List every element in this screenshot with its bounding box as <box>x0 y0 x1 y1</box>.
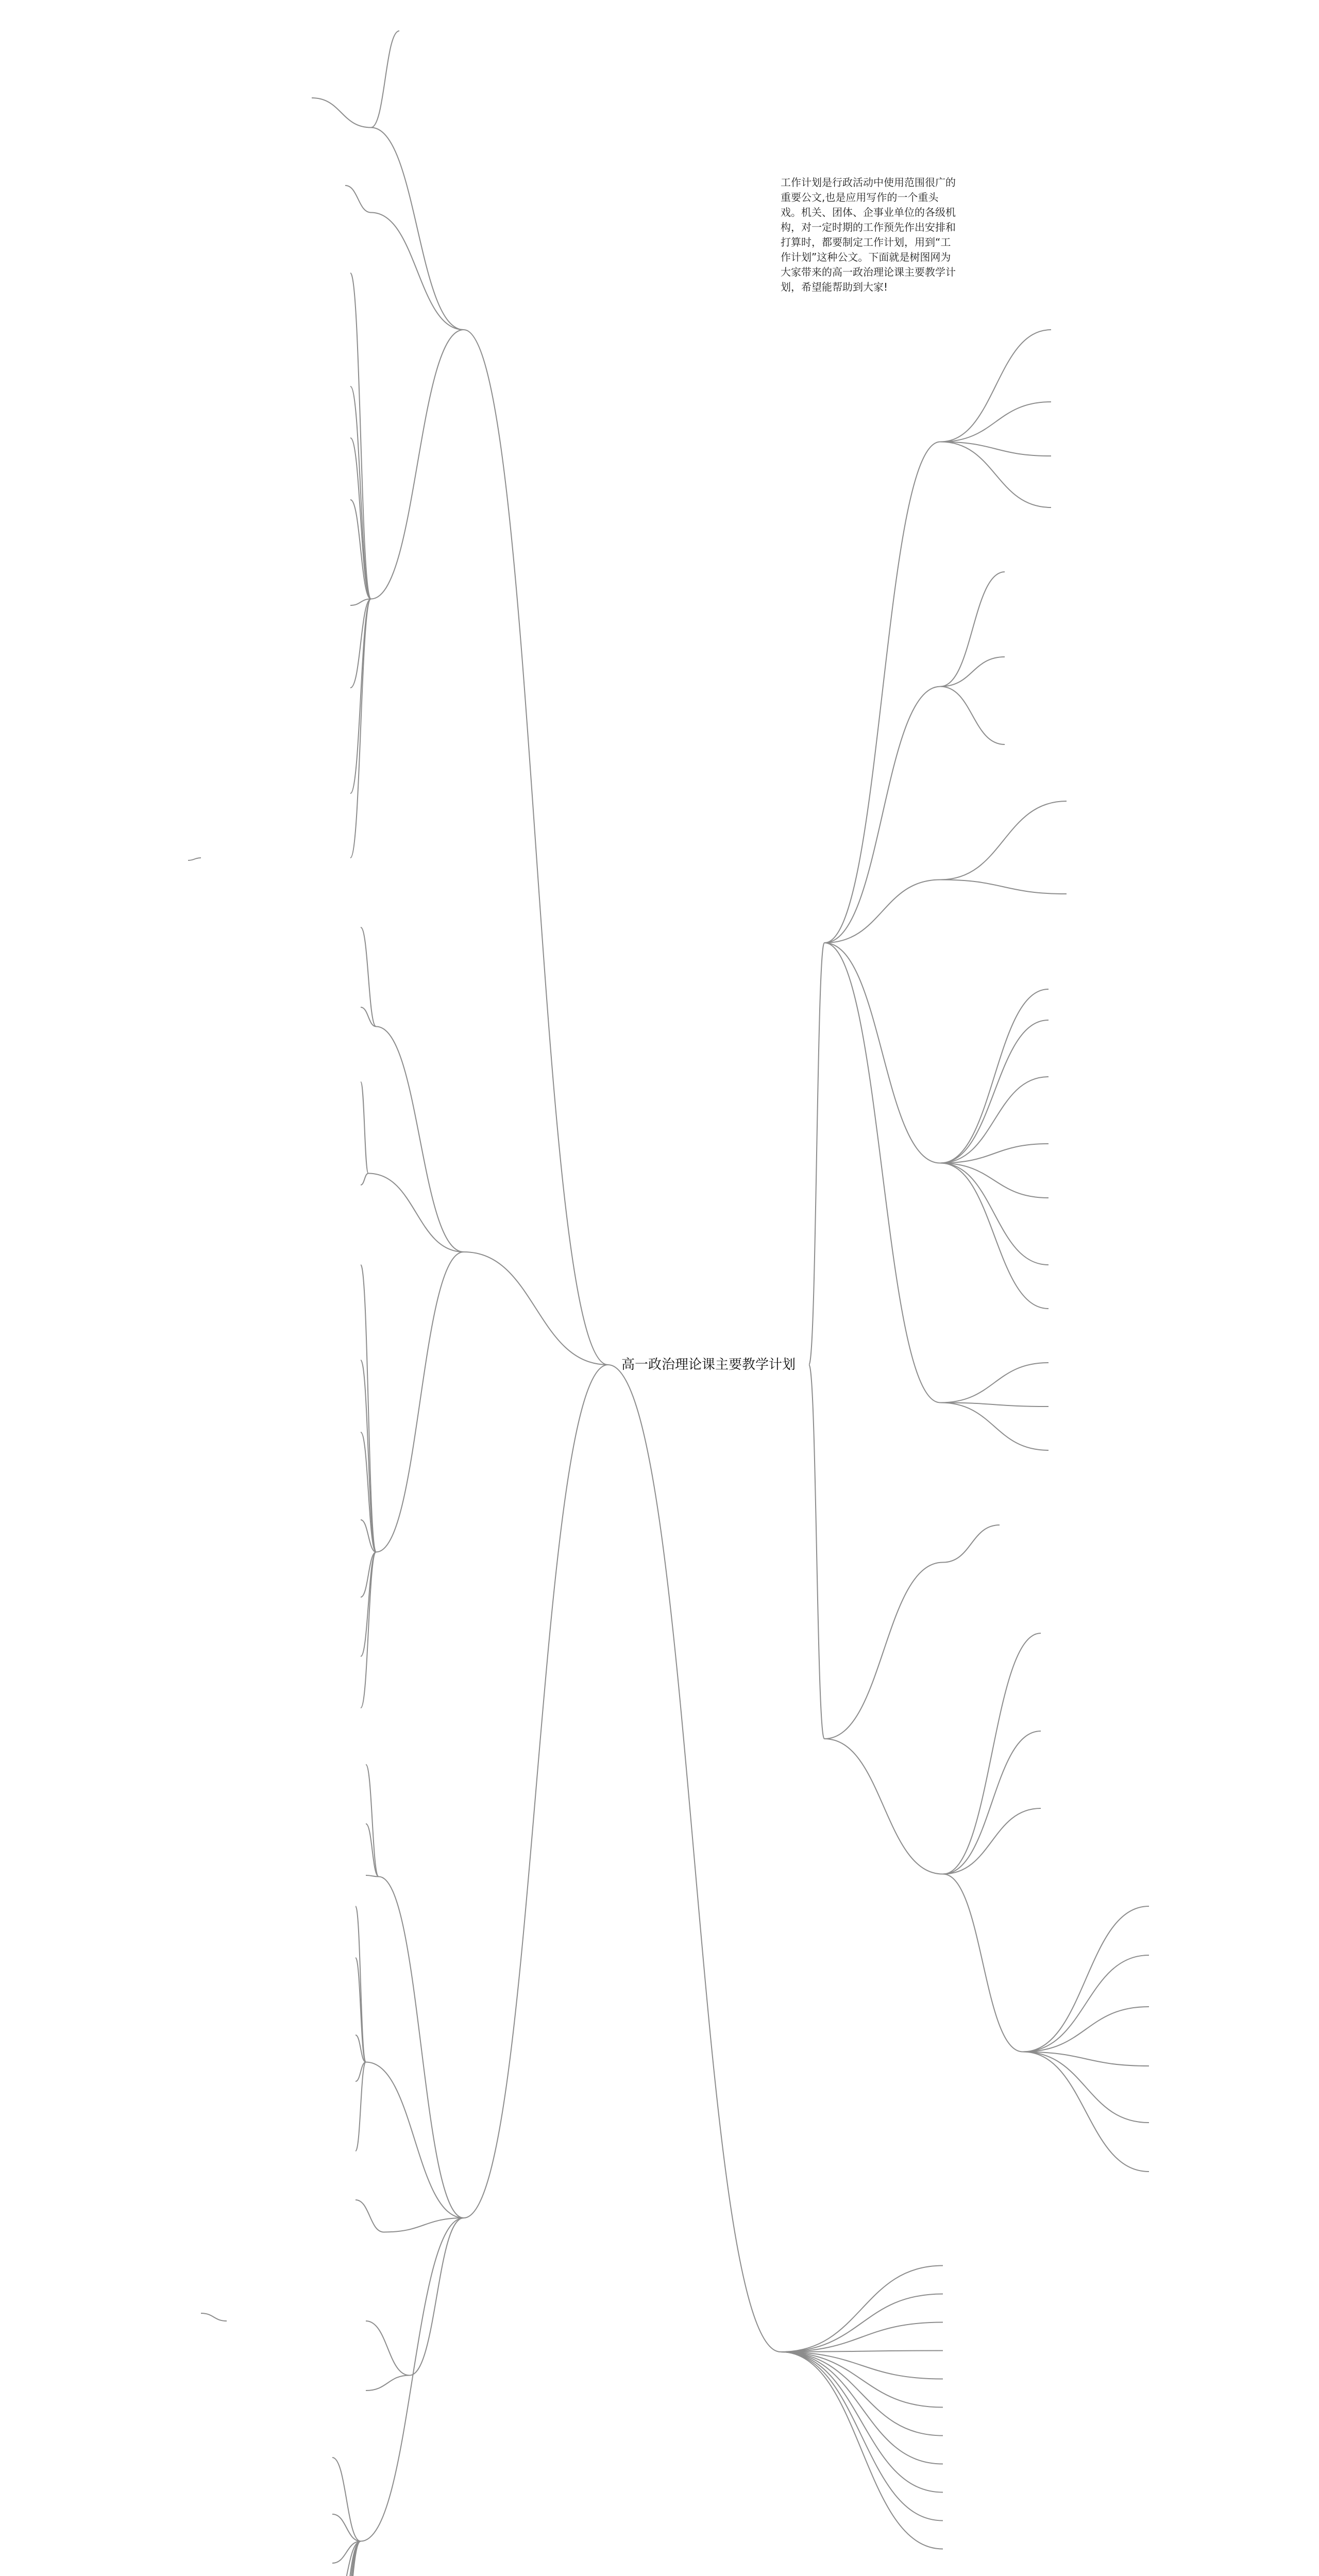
connector <box>361 1552 376 1657</box>
connector <box>345 185 371 213</box>
connector <box>356 2062 366 2151</box>
connector <box>366 1824 379 1877</box>
connector <box>332 2514 361 2541</box>
connector <box>356 1906 366 2062</box>
connector <box>781 2352 943 2408</box>
connector <box>824 943 940 1403</box>
connector <box>361 2218 464 2541</box>
connector <box>350 599 371 688</box>
connector <box>376 1252 464 1552</box>
connector <box>943 1808 1041 1874</box>
connector <box>940 1163 1049 1265</box>
connector <box>608 1365 781 2352</box>
connector <box>940 1163 1049 1309</box>
connector <box>366 2321 410 2376</box>
connector <box>371 31 399 128</box>
connector <box>350 599 371 858</box>
connector <box>781 2352 943 2549</box>
connector <box>940 880 1067 894</box>
connector <box>361 1360 376 1552</box>
intro-paragraph: 工作计划是行政活动中使用范围很广的重要公文,也是应用写作的一个重头戏。机关、团体、企事业单位的各级机构，对一定时期的工作预先作出安排和打算时，都要制定工作计划，用到“工作计划”这种公文。下面就是树图网为大家带来的高一政治理论课主要教学计划，希望能帮助到大家! <box>781 176 956 293</box>
connector <box>940 989 1049 1163</box>
connector <box>940 330 1051 442</box>
connector <box>350 599 371 794</box>
connector <box>366 2062 464 2218</box>
connector <box>350 438 371 599</box>
connector <box>410 2218 464 2376</box>
connector <box>1023 2052 1149 2172</box>
connector <box>1023 1906 1149 2052</box>
connector <box>464 1365 608 2218</box>
connector <box>824 943 940 1163</box>
connector <box>464 1252 608 1365</box>
connector <box>943 1525 1000 1563</box>
connector <box>781 2352 943 2493</box>
connector <box>781 2323 943 2352</box>
connector <box>809 1365 824 1739</box>
connector <box>824 1739 943 1874</box>
connector <box>1023 1955 1149 2052</box>
connector <box>201 2313 227 2321</box>
connector <box>940 1077 1049 1163</box>
connector <box>356 2200 384 2232</box>
connector <box>371 128 464 330</box>
connector <box>361 1265 376 1552</box>
connector <box>824 687 940 943</box>
connector <box>361 1174 368 1185</box>
connector <box>940 572 1005 687</box>
connector <box>366 1765 379 1877</box>
connector <box>361 1082 368 1174</box>
connector <box>361 927 376 1027</box>
connector <box>943 1633 1041 1874</box>
connector <box>1023 2007 1149 2052</box>
connector <box>312 98 371 128</box>
connector <box>371 330 464 599</box>
connector <box>940 1020 1049 1163</box>
connector <box>824 1563 943 1739</box>
connector <box>332 2541 361 2576</box>
connector <box>940 687 1005 745</box>
connector <box>824 442 940 943</box>
connector <box>809 943 824 1365</box>
connector <box>781 2352 943 2521</box>
connector <box>943 1874 1023 2052</box>
connector <box>464 330 608 1365</box>
connector <box>781 2352 943 2464</box>
connector <box>781 2266 943 2352</box>
connector <box>368 1174 464 1252</box>
connector <box>379 1877 464 2218</box>
connector <box>940 801 1067 880</box>
connector <box>940 1403 1049 1451</box>
connector <box>940 1363 1049 1403</box>
connector <box>940 402 1051 442</box>
connector <box>350 386 371 599</box>
connector <box>366 2376 410 2391</box>
connector <box>188 858 201 860</box>
connector <box>940 442 1051 508</box>
root-topic[interactable]: 高一政治理论课主要教学计划 <box>621 1357 796 1372</box>
